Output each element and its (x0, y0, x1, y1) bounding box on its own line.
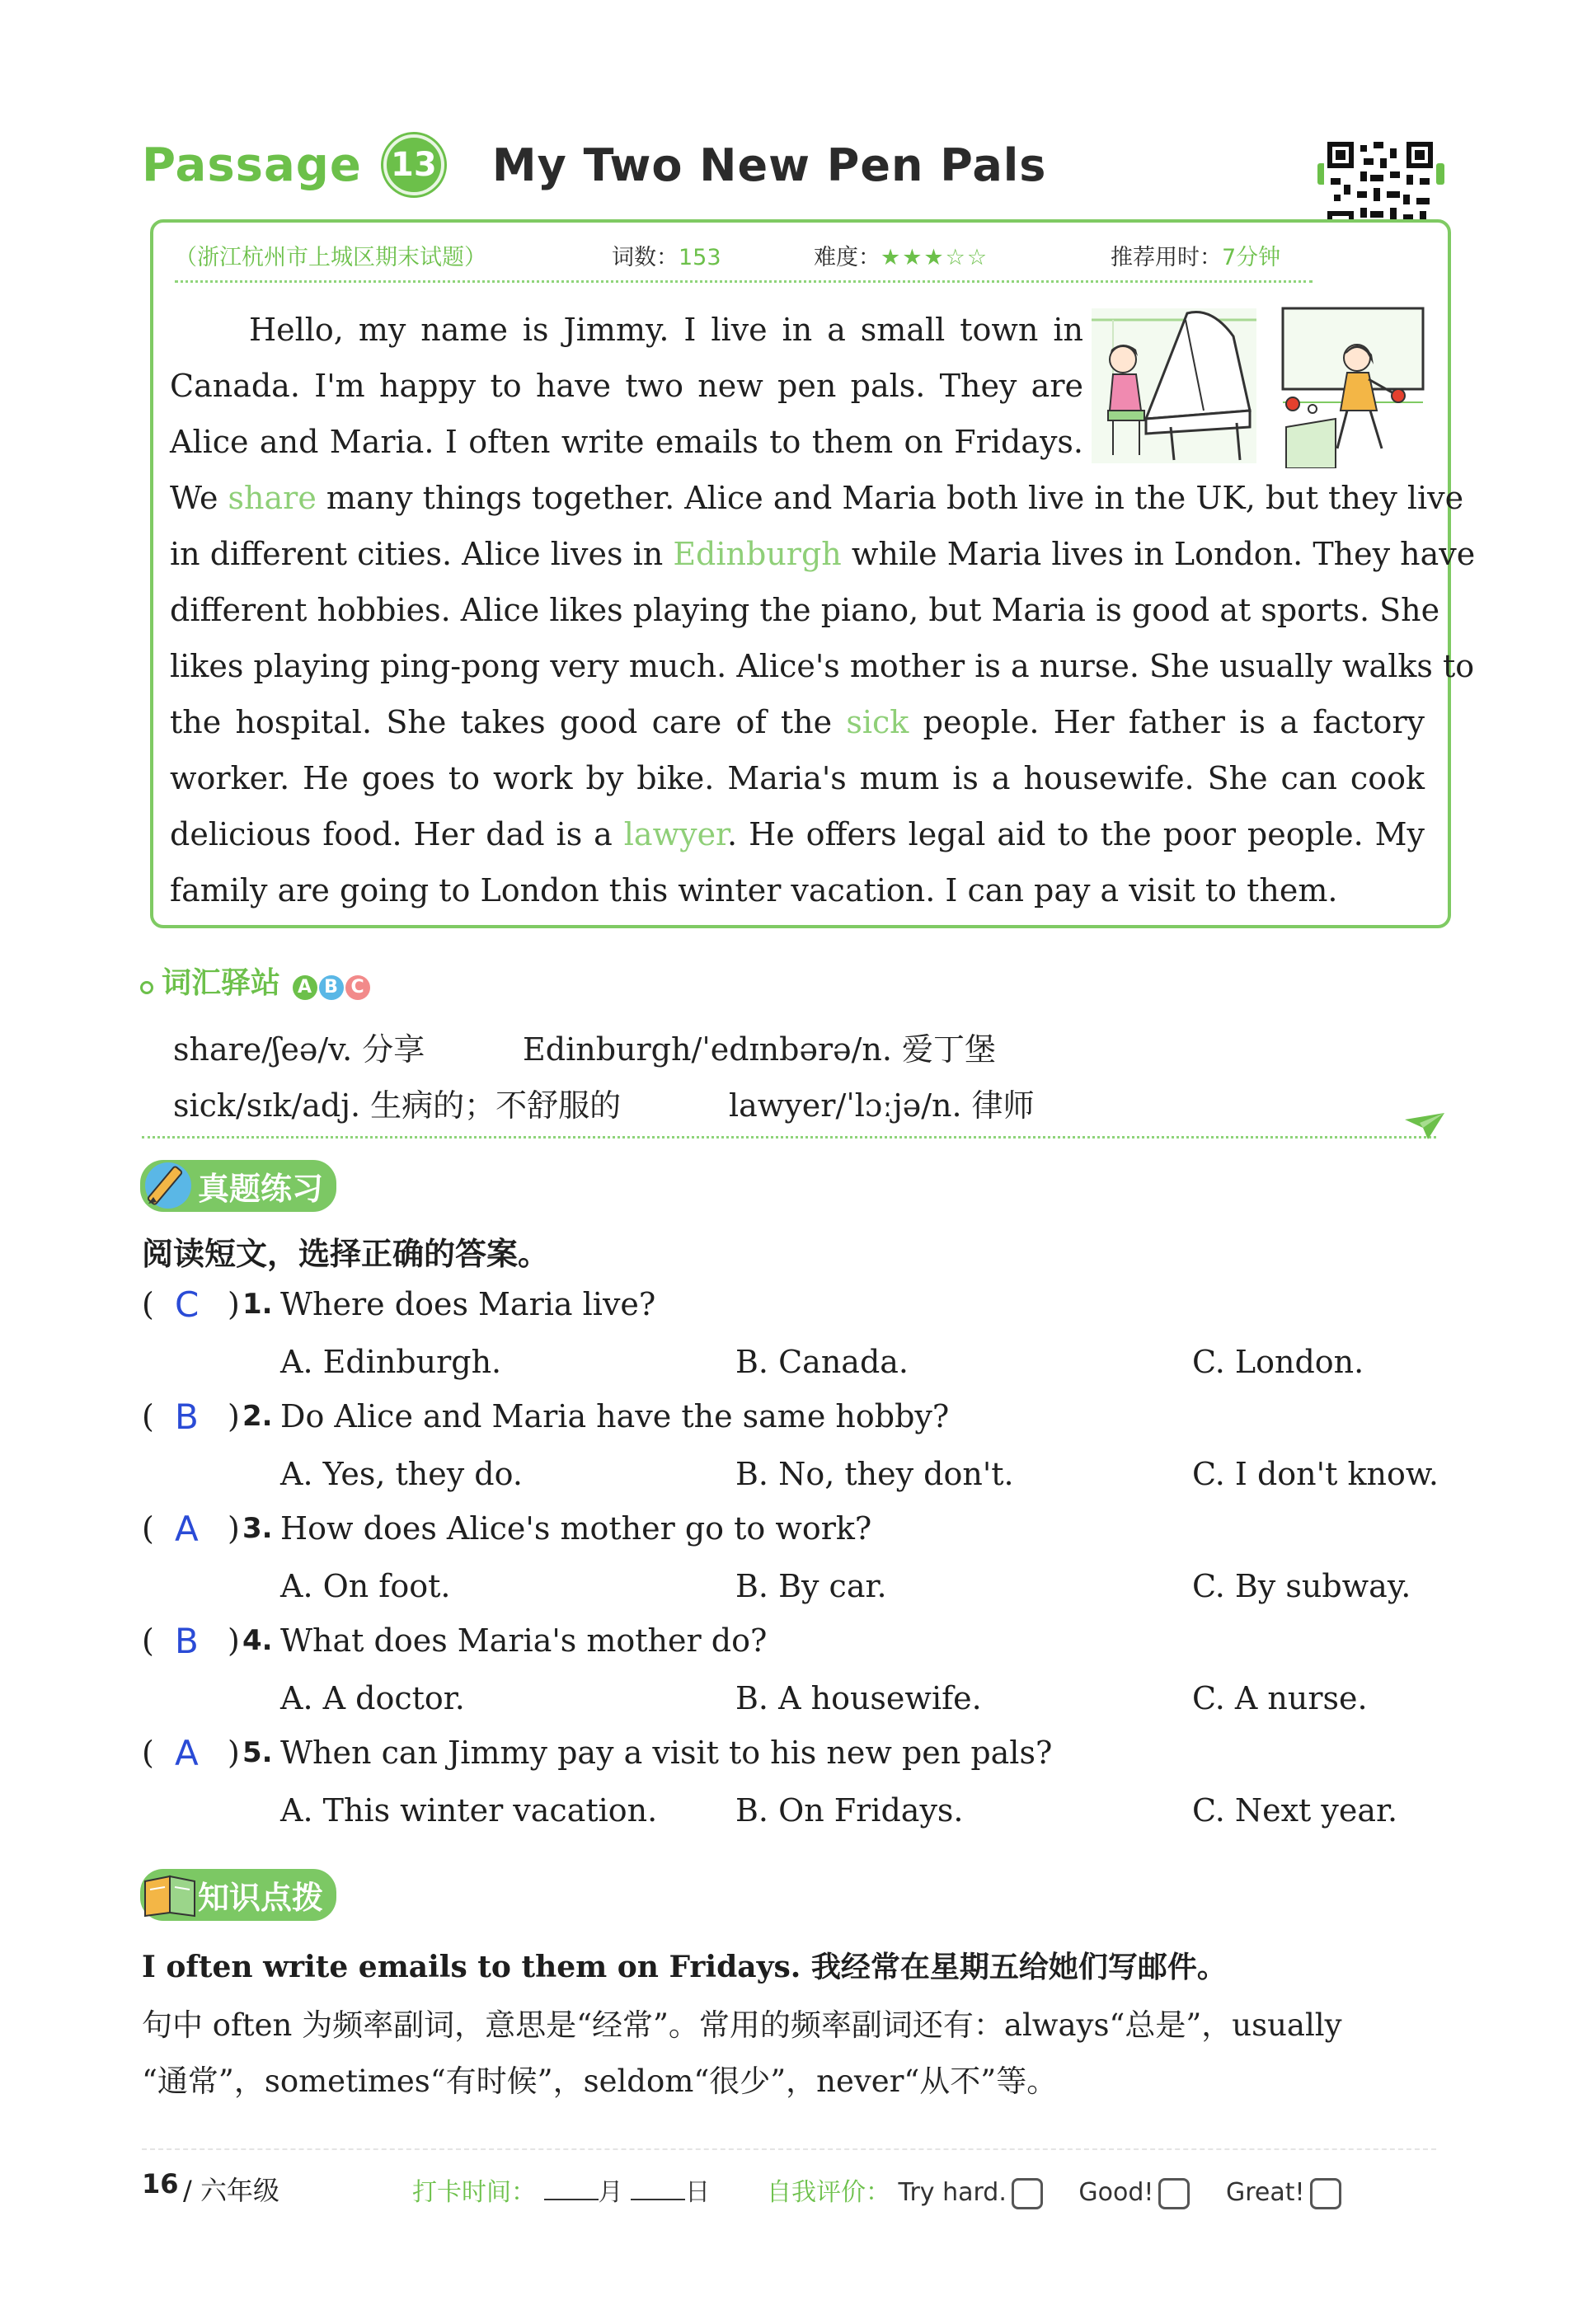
practice-badge (140, 1162, 336, 1209)
passage-label: Passage (142, 138, 362, 192)
vocab-title-text: 词汇驿站 (162, 966, 281, 1000)
vocab-item-lawyer: lawyer/ˈlɔːjə/n. 律师 (729, 1087, 1035, 1124)
divider (142, 1136, 1436, 1139)
qr-frame-tab (1436, 163, 1444, 185)
vocab-highlight: Edinburgh (673, 536, 842, 572)
divider (142, 2148, 1436, 2150)
key-sentence: I often write emails to them on Fridays. 我经常在星期五给她们写邮件。 (142, 1950, 1227, 1984)
divider (175, 280, 1313, 283)
passage-line: family are going to London this winter vacation. I can pay a visit to them. (170, 872, 1338, 908)
abc-badge-c: C (345, 975, 370, 1000)
question-text: What does Maria's mother do? (280, 1622, 768, 1659)
answer-paren: ( (142, 1510, 154, 1547)
passage-line (170, 470, 1464, 526)
recommended-time (1111, 239, 1280, 271)
answer-paren: ) (228, 1398, 240, 1434)
option-b[interactable]: B. Canada. (735, 1344, 909, 1380)
grade-label: / 六年级 (183, 2175, 279, 2206)
great-label: Great! (1226, 2178, 1305, 2207)
checkin-label: 打卡时间： (412, 2178, 536, 2207)
good-checkbox[interactable] (1158, 2178, 1190, 2209)
passage-line (170, 806, 1425, 862)
passage-text: many things together. Alice and Maria both live in the UK, but they live (316, 480, 1464, 516)
great-checkbox[interactable] (1310, 2178, 1341, 2209)
word-count (612, 239, 721, 271)
answer-paren: ) (228, 1622, 240, 1659)
answer-value[interactable]: C (175, 1284, 200, 1325)
question-text: How does Alice's mother go to work? (280, 1510, 872, 1547)
question-1 (142, 1284, 656, 1325)
passage-line: Hello, my name is Jimmy. I live in a small town in (249, 312, 1083, 348)
option-b[interactable]: B. By car. (735, 1568, 887, 1604)
self-evaluation (767, 2171, 1369, 2209)
page-title: My Two New Pen Pals (491, 139, 1047, 191)
passage-line: worker. He goes to work by bike. Maria's mum is a housewife. She can cook (170, 760, 1425, 796)
vocab-item-sick: sick/sɪk/adj. 生病的；不舒服的 (173, 1087, 622, 1124)
passage-text: delicious food. Her dad is a (170, 816, 624, 852)
abc-badge-b: B (319, 975, 344, 1000)
check-in (412, 2171, 710, 2208)
difficulty-label: 难度： (814, 245, 881, 270)
knowledge-badge (140, 1871, 336, 1918)
passage-paragraph (170, 470, 1476, 918)
answer-value[interactable]: A (175, 1509, 199, 1549)
month-blank[interactable] (544, 2174, 599, 2200)
question-number: 5. (242, 1736, 273, 1769)
passage-line: Canada. I'm happy to have two new pen pals. They are (170, 368, 1083, 404)
answer-paren: ) (228, 1510, 240, 1547)
passage-text: while Maria lives in London. They have (841, 536, 1476, 572)
option-c[interactable]: C. By subway. (1192, 1568, 1411, 1604)
question-5 (142, 1733, 1053, 1773)
passage-text: people. Her father is a factory (909, 704, 1425, 740)
passage-text: the hospital. She takes good care of the (170, 704, 847, 740)
source-label: （浙江杭州市上城区期末试题） (175, 245, 486, 270)
illustration-piano-pingpong (1088, 303, 1426, 468)
book-icon (140, 1866, 206, 1921)
passage-line: different hobbies. Alice likes playing the piano, but Maria is good at sports. She (170, 592, 1440, 628)
question-text: Where does Maria live? (280, 1286, 656, 1322)
day-label: 日 (685, 2178, 711, 2207)
question-text: Do Alice and Maria have the same hobby? (280, 1398, 950, 1434)
pen-icon (140, 1157, 206, 1212)
answer-paren: ( (142, 1622, 154, 1659)
vocab-item-share: share/ʃeə/v. 分享 (173, 1031, 425, 1068)
option-c[interactable]: C. London. (1192, 1344, 1364, 1380)
abc-badge-a: A (293, 975, 317, 1000)
time-value: 7分钟 (1222, 245, 1281, 270)
answer-value[interactable]: A (175, 1733, 199, 1773)
question-text: When can Jimmy pay a visit to his new pen pals? (280, 1735, 1053, 1771)
time-label: 推荐用时： (1111, 245, 1222, 270)
passage-text: We (170, 480, 228, 516)
vocab-section-title (137, 960, 370, 1002)
month-label: 月 (598, 2178, 623, 2207)
explanation-line: 句中 often 为频率副词，意思是“经常”。常用的频率副词还有：always“总是”，usually (142, 2007, 1342, 2043)
option-a[interactable]: A. On foot. (280, 1568, 451, 1604)
instruction-text: 阅读短文，选择正确的答案。 (142, 1236, 550, 1272)
passage-line: likes playing ping-pong very much. Alice's mother is a nurse. She usually walks to (170, 648, 1475, 684)
option-b[interactable]: B. On Fridays. (735, 1792, 964, 1829)
explanation-line: “通常”，sometimes“有时候”，seldom“很少”，never“从不”等。 (142, 2063, 1058, 2099)
vocab-highlight: lawyer (623, 816, 728, 852)
answer-value[interactable]: B (175, 1397, 199, 1437)
option-c[interactable]: C. A nurse. (1192, 1680, 1368, 1716)
question-2 (142, 1397, 950, 1437)
page-number: 16 (142, 2168, 179, 2200)
option-a[interactable]: A. A doctor. (280, 1680, 465, 1716)
day-blank[interactable] (631, 2174, 685, 2200)
answer-paren: ( (142, 1398, 154, 1434)
passage-header (142, 132, 1046, 198)
vocab-highlight: share (228, 480, 317, 516)
passage-text: . He offers legal aid to the poor people. My (727, 816, 1425, 852)
passage-paragraph-top (170, 302, 1083, 470)
answer-paren: ( (142, 1735, 154, 1771)
paper-plane-icon (1403, 1111, 1446, 1141)
passage-line: Alice and Maria. I often write emails to them on Fridays. (170, 424, 1083, 460)
option-a[interactable]: A. Yes, they do. (280, 1456, 523, 1492)
option-b[interactable]: B. No, they don't. (735, 1456, 1014, 1492)
answer-paren: ) (228, 1286, 240, 1322)
question-4 (142, 1621, 768, 1661)
answer-paren: ) (228, 1735, 240, 1771)
question-number: 3. (242, 1512, 273, 1545)
option-c[interactable]: C. Next year. (1192, 1792, 1398, 1829)
difficulty-stars: ★★★☆☆ (881, 245, 989, 270)
try-hard-label: Try hard. (898, 2178, 1007, 2207)
difficulty (814, 239, 989, 271)
practice-badge-label: 真题练习 (140, 1160, 336, 1212)
passage-number-badge: 13 (383, 134, 444, 195)
question-number: 2. (242, 1400, 273, 1433)
vocab-item-edinburgh: Edinburgh/ˈedɪnbərə/n. 爱丁堡 (523, 1031, 997, 1068)
passage-line (170, 526, 1476, 582)
option-c[interactable]: C. I don't know. (1192, 1456, 1439, 1492)
passage-line (170, 694, 1425, 750)
answer-paren: ( (142, 1286, 154, 1322)
passage-meta (175, 236, 1313, 272)
passage-text: in different cities. Alice lives in (170, 536, 674, 572)
word-count-label: 词数： (612, 245, 679, 270)
try-hard-checkbox[interactable] (1012, 2178, 1043, 2209)
good-label: Good! (1078, 2178, 1154, 2207)
option-b[interactable]: B. A housewife. (735, 1680, 982, 1716)
vocab-highlight: sick (846, 704, 909, 740)
question-number: 4. (242, 1624, 273, 1657)
option-a[interactable]: A. This winter vacation. (280, 1792, 658, 1829)
knowledge-badge-label: 知识点拨 (140, 1869, 336, 1921)
self-eval-label: 自我评价： (767, 2178, 890, 2207)
answer-value[interactable]: B (175, 1621, 199, 1661)
option-a[interactable]: A. Edinburgh. (280, 1344, 502, 1380)
question-number: 1. (242, 1288, 273, 1321)
word-count-value: 153 (679, 245, 721, 270)
question-3 (142, 1509, 872, 1549)
